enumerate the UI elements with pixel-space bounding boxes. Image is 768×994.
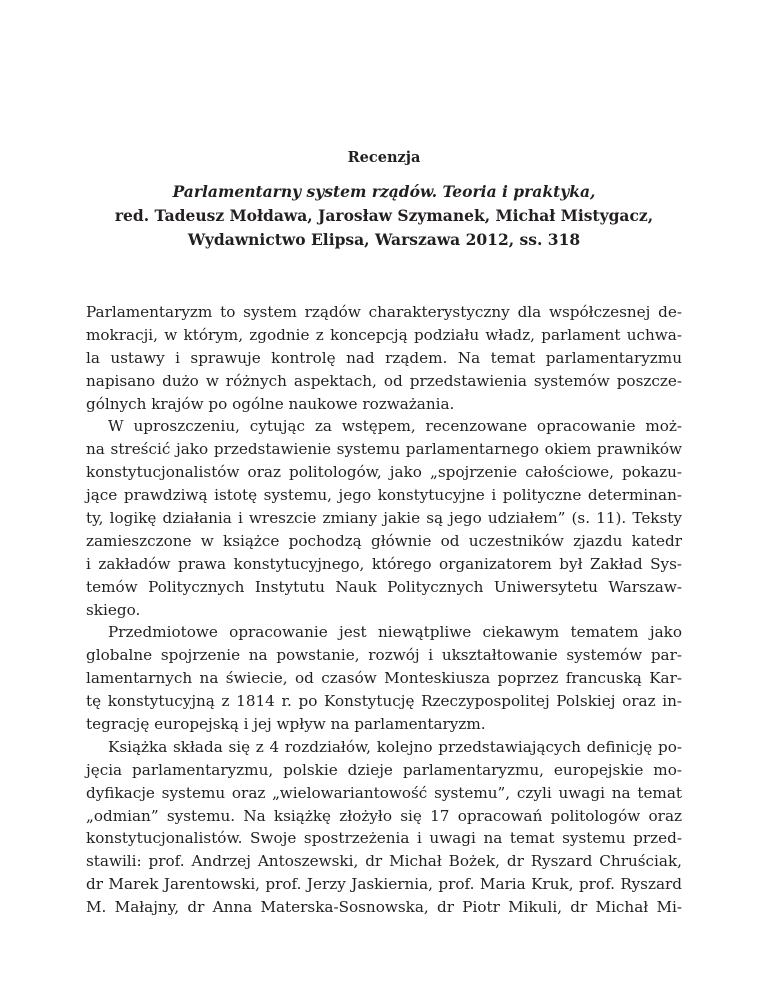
text-line: lamentarnych na świecie, od czasów Monteskiusza poprzez francuską Kar- [86,669,682,688]
text-line: Przedmiotowe opracowanie jest niewątpliwe ciekawym tematem jako [108,623,682,642]
text-line: dr Marek Jarentowski, prof. Jerzy Jaskiernia, prof. Maria Kruk, prof. Ryszard [86,875,682,894]
document-page [86,0,682,994]
book-publisher: Wydawnictwo Elipsa, Warszawa 2012, ss. 318 [187,230,581,249]
text-line: la ustawy i sprawuje kontrolę nad rządem. Na temat parlamentaryzmu [86,348,682,367]
text-line: „odmian” systemu. Na książkę złożyło się 17 opracowań politologów oraz [86,806,682,825]
text-line: konstytucjonalistów. Swoje spostrzeżenia i uwagi na temat systemu przed- [86,829,682,848]
text-line: jące prawdziwą istotę systemu, jego konstytucyjne i polityczne determinan- [86,486,682,505]
text-line: ty, logikę działania i wreszcie zmiany jakie są jego udziałem” (s. 11). Teksty [86,509,682,528]
text-line: na streścić jako przedstawienie systemu parlamentarnego okiem prawników [86,440,682,459]
book-editors: red. Tadeusz Mołdawa, Jarosław Szymanek, Michał Mistygacz, [114,206,654,225]
text-line: mokracji, w którym, zgodnie z koncepcją podziału władz, parlament uchwa- [86,325,682,344]
text-line: tę konstytucyjną z 1814 r. po Konstytucję Rzeczypospolitej Polskiej oraz in- [86,692,682,711]
text-line: jęcia parlamentaryzmu, polskie dzieje parlamentaryzmu, europejskie mo- [86,760,682,779]
section-heading: Recenzja [347,149,421,166]
text-line: Parlamentaryzm to system rządów charakterystyczny dla współczesnej de- [86,303,682,321]
text-line: napisano dużo w różnych aspektach, od przedstawienia systemów poszcze- [86,371,682,390]
text-line: globalne spojrzenie na powstanie, rozwój i ukształtowanie systemów par- [86,646,682,665]
review-body [86,301,682,919]
text-line: temów Politycznych Instytutu Nauk Politycznych Uniwersytetu Warszaw- [86,577,682,596]
text-line: dyfikacje systemu oraz „wielowariantowość systemu”, czyli uwagi na temat [86,783,682,802]
book-citation [86,180,682,252]
text-line: gólnych krajów po ogólne naukowe rozważania. [86,394,455,413]
book-title: Parlamentarny system rządów. Teoria i praktyka, [172,182,596,201]
text-line: M. Małajny, dr Anna Materska-Sosnowska, dr Piotr Mikuli, dr Michał Mi- [86,898,682,917]
text-line: zamieszczone w książce pochodzą głównie od uczestników zjazdu katedr [86,531,682,550]
text-line: tegrację europejską i jej wpływ na parlamentaryzm. [86,715,486,734]
text-line: konstytucjonalistów oraz politologów, jako „spojrzenie całościowe, pokazu- [86,463,682,482]
text-line: skiego. [86,600,141,619]
text-line: W uproszczeniu, cytując za wstępem, recenzowane opracowanie moż- [108,417,682,436]
text-line: i zakładów prawa konstytucyjnego, którego organizatorem był Zakład Sys- [86,554,682,573]
text-line: stawili: prof. Andrzej Antoszewski, dr Michał Bożek, dr Ryszard Chruściak, [86,852,682,871]
text-line: Książka składa się z 4 rozdziałów, kolejno przedstawiających definicję po- [108,737,682,756]
